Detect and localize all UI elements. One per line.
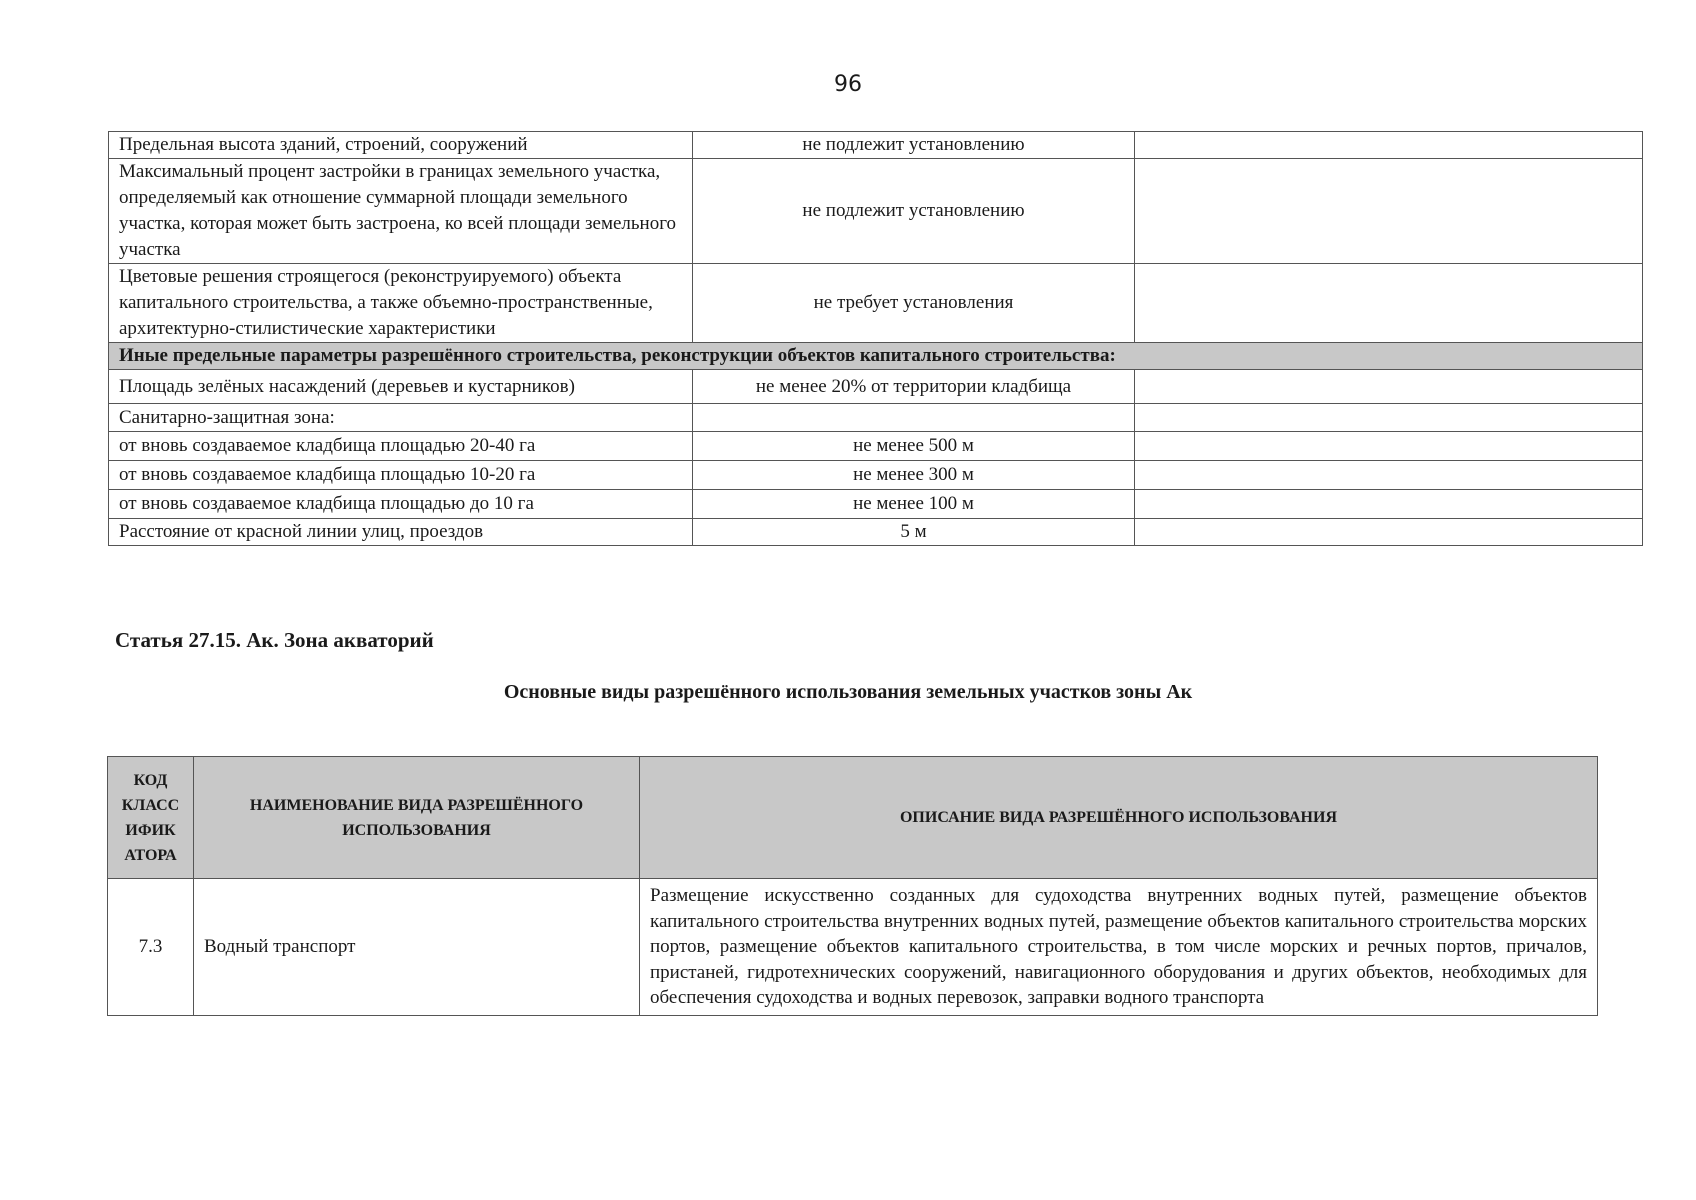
table-row [109, 370, 1643, 404]
param-name: Предельная высота зданий, строений, сооружений [109, 132, 693, 159]
param-value: не менее 100 м [693, 490, 1135, 519]
param-value: не менее 300 м [693, 461, 1135, 490]
header-row [108, 757, 1598, 879]
param-value: не подлежит установлению [693, 132, 1135, 159]
permitted-use-table [107, 756, 1598, 1016]
page-number: 96 [834, 72, 862, 97]
table-caption: Основные виды разрешённого использования земельных участков зоны Ак [503, 681, 1193, 703]
use-description: Размещение искусственно созданных для судоходства внутренних водных путей, размещение объектов капитального строительства внутренних водных путей, размещение объектов капитального строительства морских портов, размещение объектов капитального строительства, в том числе морских и речных портов, причалов, пристаней, гидротехнических сооружений, навигационного оборудования и других объектов, необходимых для обеспечения судоходства и водных перевозок, заправки водного транспорта [640, 879, 1598, 1016]
param-value: 5 м [693, 519, 1135, 546]
table-row [109, 404, 1643, 432]
param-note [1135, 264, 1643, 343]
table-row [109, 519, 1643, 546]
column-header-code: КОД КЛАСС ИФИК АТОРА [108, 757, 194, 879]
section-heading: Иные предельные параметры разрешённого строительства, реконструкции объектов капитального строительства: [109, 343, 1643, 370]
table-row [109, 432, 1643, 461]
param-name: Максимальный процент застройки в границах земельного участка, определяемый как отношение суммарной площади земельного участка, которая может быть застроена, ко всей площади земельного участка [109, 159, 693, 264]
param-note [1135, 519, 1643, 546]
table-row [109, 132, 1643, 159]
param-note [1135, 432, 1643, 461]
param-note [1135, 404, 1643, 432]
section-row [109, 343, 1643, 370]
param-name: Расстояние от красной линии улиц, проездов [109, 519, 693, 546]
param-note [1135, 490, 1643, 519]
param-value: не подлежит установлению [693, 159, 1135, 264]
param-value: не требует установления [693, 264, 1135, 343]
param-note [1135, 370, 1643, 404]
param-value [693, 404, 1135, 432]
param-name: от вновь создаваемое кладбища площадью 10-20 га [109, 461, 693, 490]
param-name: Санитарно-защитная зона: [109, 404, 693, 432]
param-note [1135, 132, 1643, 159]
param-name: Цветовые решения строящегося (реконструируемого) объекта капитального строительства, а также объемно-пространственные, архитектурно-стилистические характеристики [109, 264, 693, 343]
param-note [1135, 461, 1643, 490]
use-name: Водный транспорт [194, 879, 640, 1016]
table-row [108, 879, 1598, 1016]
param-name: Площадь зелёных насаждений (деревьев и кустарников) [109, 370, 693, 404]
table-row [109, 461, 1643, 490]
param-value: не менее 500 м [693, 432, 1135, 461]
article-title: Статья 27.15. Ак. Зона акваторий [115, 628, 434, 652]
param-value: не менее 20% от территории кладбища [693, 370, 1135, 404]
column-header-name: НАИМЕНОВАНИЕ ВИДА РАЗРЕШЁННОГО ИСПОЛЬЗОВАНИЯ [194, 757, 640, 879]
param-name: от вновь создаваемое кладбища площадью до 10 га [109, 490, 693, 519]
param-name: от вновь создаваемое кладбища площадью 20-40 га [109, 432, 693, 461]
param-note [1135, 159, 1643, 264]
column-header-description: ОПИСАНИЕ ВИДА РАЗРЕШЁННОГО ИСПОЛЬЗОВАНИЯ [640, 757, 1598, 879]
parameters-table [108, 131, 1643, 546]
classifier-code: 7.3 [108, 879, 194, 1016]
table-row [109, 159, 1643, 264]
table-row [109, 490, 1643, 519]
table-row [109, 264, 1643, 343]
